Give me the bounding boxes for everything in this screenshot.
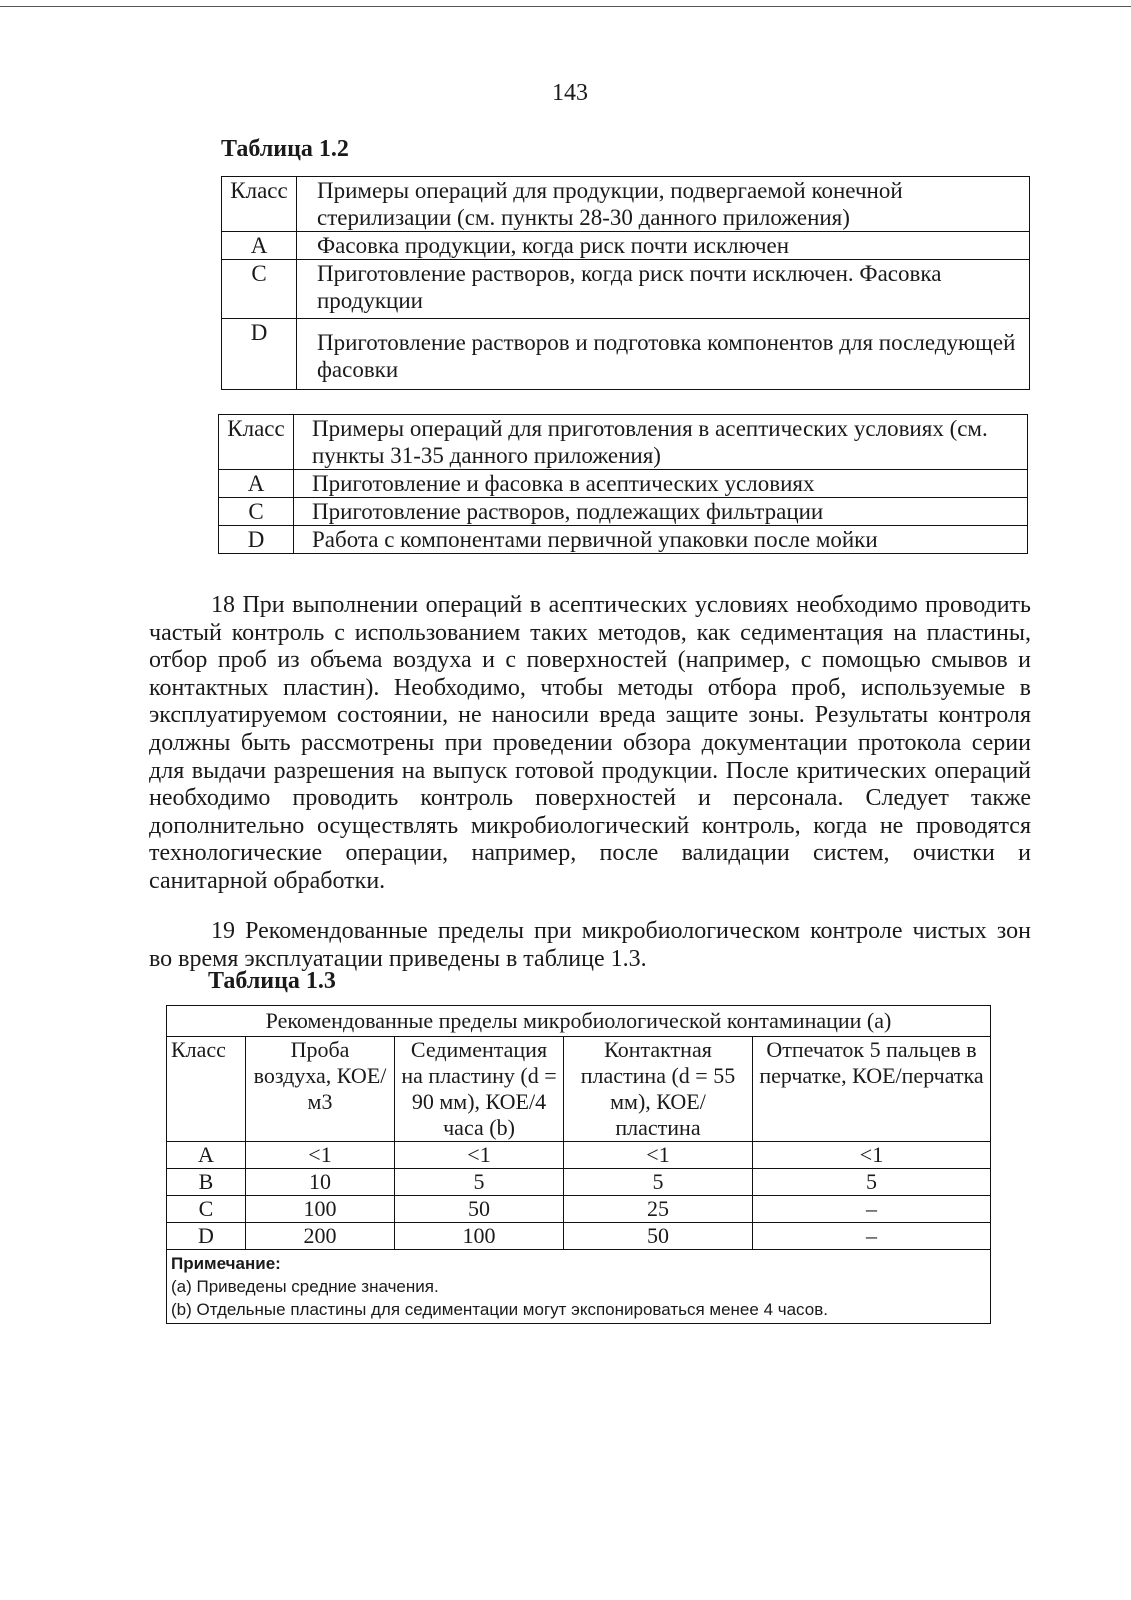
note-b: (b) Отдельные пластины для седиментации могут экспонироваться менее 4 часов. — [171, 1300, 828, 1319]
table-row — [219, 470, 1028, 498]
cell: 50 — [395, 1196, 564, 1223]
header-examples: Примеры операций для приготовления в асептических условиях (см. пункты 31-35 данного приложения) — [294, 415, 1028, 470]
note-title: Примечание: — [171, 1254, 281, 1273]
paragraph-19: 19 Рекомендованные пределы при микробиологическом контроле чистых зон во время эксплуатации приведены в таблице 1.3. — [149, 918, 1031, 972]
cell: 25 — [564, 1196, 753, 1223]
table-row — [167, 1196, 991, 1223]
row-class: A — [222, 232, 297, 260]
paragraph-18: 18 При выполнении операций в асептических условиях необходимо проводить частый контроль с использованием таких методов, как седиментация на пластины, отбор проб из объема воздуха и с поверхностей (например, с помощью смывов и контактных пластин). Необходимо, чтобы методы отбора проб, используемые в эксплуатируемом состоянии, не наносили вреда защите зоны. Результаты контроля должны быть рассмотрены при проведении обзора документации протокола серии для выдачи разрешения на выпуск готовой продукции. После критических операций необходимо проводить контроль поверхностей и персонала. Следует также дополнительно осуществлять микробиологический контроль, когда не проводятся технологические операции, например, после валидации систем, очистки и санитарной обработки. — [149, 592, 1031, 894]
row-text: Приготовление и фасовка в асептических условиях — [294, 470, 1028, 498]
table-row — [167, 1037, 991, 1142]
table-row — [167, 1250, 991, 1324]
table-title: Рекомендованные пределы микробиологической контаминации (a) — [167, 1006, 991, 1037]
cell: <1 — [246, 1142, 395, 1169]
table-note — [167, 1250, 991, 1324]
row-text: Приготовление растворов, когда риск почти исключен. Фасовка продукции — [297, 260, 1030, 319]
cell: <1 — [395, 1142, 564, 1169]
cell: – — [753, 1223, 991, 1250]
table-row — [167, 1006, 991, 1037]
page-number: 143 — [552, 80, 588, 106]
cell: 100 — [246, 1196, 395, 1223]
table-row — [167, 1223, 991, 1250]
row-text: Приготовление растворов и подготовка компонентов для последующей фасовки — [297, 319, 1030, 390]
cell: 5 — [395, 1169, 564, 1196]
cell: A — [167, 1142, 246, 1169]
row-class: D — [219, 526, 294, 554]
table-row — [219, 498, 1028, 526]
row-class: C — [222, 260, 297, 319]
table-row — [219, 526, 1028, 554]
cell: 200 — [246, 1223, 395, 1250]
cell: C — [167, 1196, 246, 1223]
table-row — [219, 415, 1028, 470]
table-1-3-microbial-limits — [166, 1005, 991, 1324]
row-text: Фасовка продукции, когда риск почти исключен — [297, 232, 1030, 260]
header-class: Класс — [222, 177, 297, 232]
cell: <1 — [753, 1142, 991, 1169]
table-1-2-caption: Таблица 1.2 — [221, 136, 349, 162]
row-class: A — [219, 470, 294, 498]
cell: D — [167, 1223, 246, 1250]
header-examples: Примеры операций для продукции, подвергаемой конечной стерилизации (см. пункты 28-30 данного приложения) — [297, 177, 1030, 232]
cell: 100 — [395, 1223, 564, 1250]
cell: 5 — [564, 1169, 753, 1196]
cell: 5 — [753, 1169, 991, 1196]
table-row — [222, 177, 1030, 232]
cell: – — [753, 1196, 991, 1223]
header-class: Класс — [219, 415, 294, 470]
row-text: Работа с компонентами первичной упаковки после мойки — [294, 526, 1028, 554]
note-a: (a) Приведены средние значения. — [171, 1277, 439, 1296]
table-row — [167, 1142, 991, 1169]
row-text: Приготовление растворов, подлежащих фильтрации — [294, 498, 1028, 526]
header-class: Класс — [167, 1037, 246, 1142]
table-row — [222, 319, 1030, 390]
table-1-3-caption: Таблица 1.3 — [208, 968, 336, 994]
cell: B — [167, 1169, 246, 1196]
table-row — [222, 260, 1030, 319]
header-glove-print: Отпечаток 5 пальцев в перчатке, КОЕ/перчатка — [753, 1037, 991, 1142]
header-settle-plate: Седиментация на пластину (d = 90 мм), КОЕ/4 часа (b) — [395, 1037, 564, 1142]
row-class: D — [222, 319, 297, 390]
cell: <1 — [564, 1142, 753, 1169]
cell: 10 — [246, 1169, 395, 1196]
table-1-2-terminal-sterilization — [221, 176, 1030, 390]
table-row — [222, 232, 1030, 260]
table-1-2-aseptic — [218, 414, 1028, 554]
header-air-sample: Проба воздуха, КОЕ/м3 — [246, 1037, 395, 1142]
cell: 50 — [564, 1223, 753, 1250]
table-row — [167, 1169, 991, 1196]
header-contact-plate: Контактная пластина (d = 55 мм), КОЕ/пластина — [564, 1037, 753, 1142]
top-border-line — [0, 6, 1131, 7]
row-class: C — [219, 498, 294, 526]
